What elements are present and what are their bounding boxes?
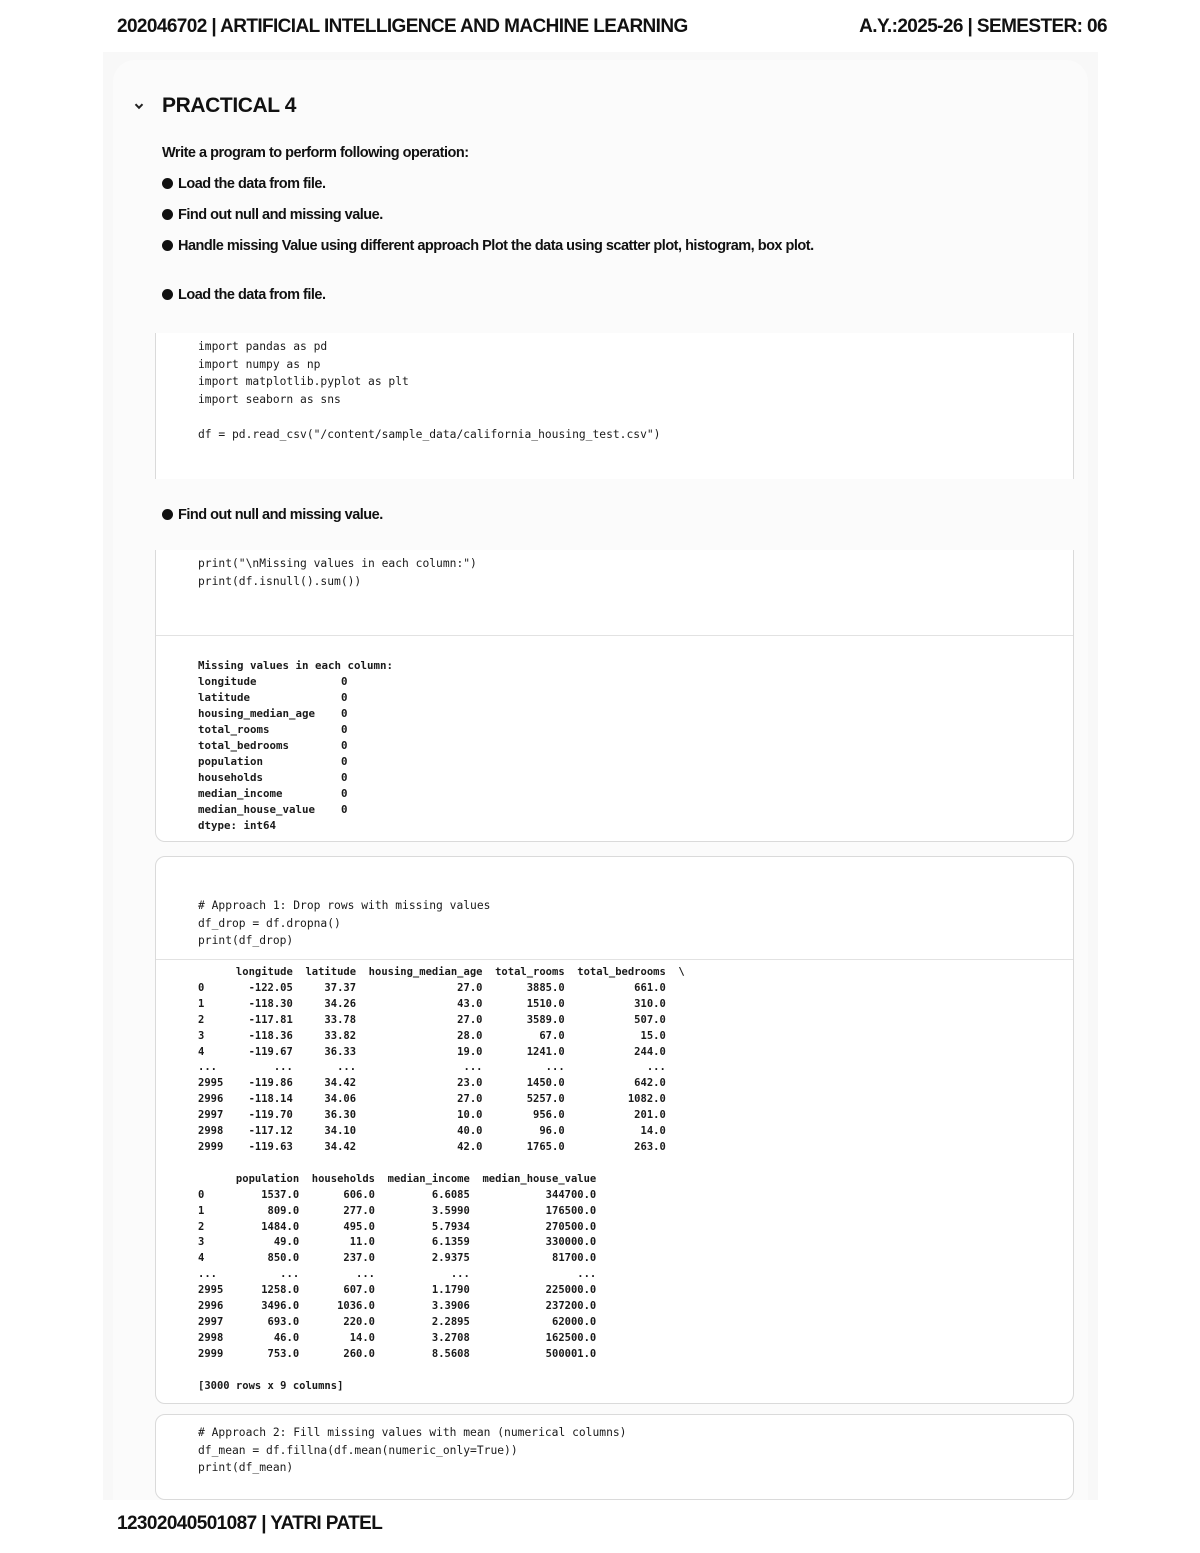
practical-heading[interactable]	[127, 94, 296, 118]
code-load[interactable]: import pandas as pd import numpy as np import matplotlib.pyplot as plt import seaborn as sns df = pd.read_csv("/content/sample_data/california_housing_test.csv")	[198, 340, 661, 441]
code-drop[interactable]: # Approach 1: Drop rows with missing values df_drop = df.dropna() print(df_drop)	[198, 899, 491, 947]
task-item: Handle missing Value using different approach Plot the data using scatter plot, histogram, box plot.	[162, 238, 814, 254]
code-missing[interactable]: print("\nMissing values in each column:") print(df.isnull().sum())	[198, 557, 477, 588]
task-item: Load the data from file.	[162, 176, 326, 192]
code-cell-missing[interactable]	[155, 550, 1074, 842]
bullet-icon	[162, 178, 173, 189]
code-cell-mean[interactable]	[155, 1414, 1074, 1500]
section-heading-missing: Find out null and missing value.	[162, 507, 383, 523]
practical-title: PRACTICAL 4	[162, 94, 297, 117]
code-mean[interactable]: # Approach 2: Fill missing values with mean (numerical columns) df_mean = df.fillna(df.mean(numeric_only=True)) print(df_mean)	[198, 1426, 627, 1474]
code-cell-drop[interactable]	[155, 856, 1074, 1404]
bullet-icon	[162, 209, 173, 220]
chevron-down-icon[interactable]	[127, 94, 151, 118]
course-title: 202046702 | ARTIFICIAL INTELLIGENCE AND MACHINE LEARNING	[117, 16, 688, 37]
output-divider	[156, 959, 1073, 960]
task-intro: Write a program to perform following operation:	[162, 145, 469, 161]
section-heading-load: Load the data from file.	[162, 287, 326, 303]
bullet-icon	[162, 509, 173, 520]
bullet-icon	[162, 240, 173, 251]
output-divider	[156, 635, 1073, 636]
output-drop: longitude latitude housing_median_age total_rooms total_bedrooms \ 0 -122.05 37.37 27.0 3885.0 661.0 1 -118.30 34.26 43.0 1510.0 310.0 2 -117.81 33.78 27.0 3589.0 507.0 3 -118.36 33.82 28.0 67.0 15.0 4 -119.67 36.33 19.0 1241.0 244.0 ... ... ... ... ... ... 2995 -119.86 34.42 23.0 1450.0 642.0 2996 -118.14 34.06 27.0 5257.0 1082.0 2997 -119.70 36.30 10.0 956.0 201.0 2998 -117.12 34.10 40.0 96.0 14.0 2999 -119.63 34.42 42.0 1765.0 263.0 population households median_income median_house_value 0 1537.0 606.0 6.6085 344700.0 1 809.0 277.0 3.5990 176500.0 2 1484.0 495.0 5.7934 270500.0 3 49.0 11.0 6.1359 330000.0 4 850.0 237.0 2.9375 81700.0 ... ... ... ... ... 2995 1258.0 607.0 1.1790 225000.0 2996 3496.0 1036.0 3.3906 237200.0 2997 693.0 220.0 2.2895 62000.0 2998 46.0 14.0 3.2708 162500.0 2999 753.0 260.0 8.5608 500001.0 [3000 rows x 9 columns]	[198, 966, 685, 1392]
page-footer: 12302040501087 | YATRI PATEL	[117, 1513, 383, 1534]
academic-year: A.Y.:2025-26 | SEMESTER: 06	[859, 16, 1107, 37]
code-cell-load[interactable]	[155, 333, 1074, 479]
output-missing: Missing values in each column: longitude 0 latitude 0 housing_median_age 0 total_rooms 0 total_bedrooms 0 population 0 households 0 median_income 0 median_house_value 0 dtype: int64	[198, 659, 394, 832]
bullet-icon	[162, 289, 173, 300]
task-item: Find out null and missing value.	[162, 207, 383, 223]
page-header	[117, 16, 1107, 40]
